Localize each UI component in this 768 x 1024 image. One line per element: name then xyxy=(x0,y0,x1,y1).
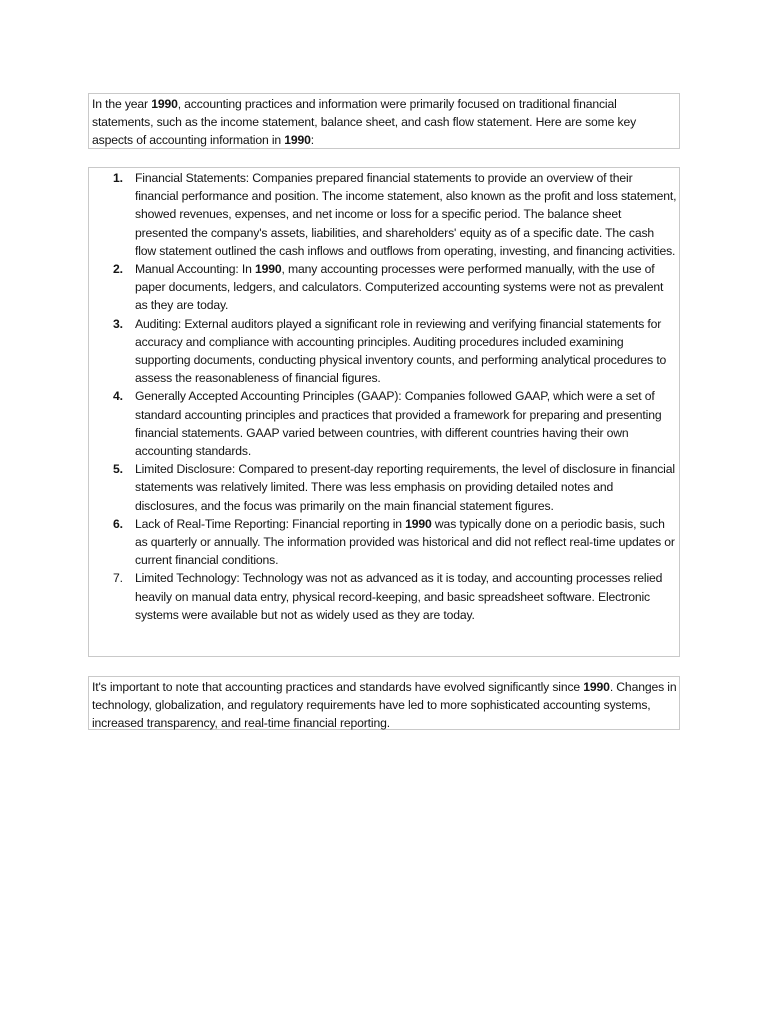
list-item-gaap xyxy=(89,387,677,460)
key-aspects-list-box xyxy=(88,167,680,657)
conclusion-text-start: It's important to note that accounting practices and standards have evolved significantly since xyxy=(92,680,584,694)
list-item-number: 7. xyxy=(113,571,123,586)
intro-paragraph xyxy=(89,94,679,151)
list-item-text: Auditing: External auditors played a significant role in reviewing and verifying financial statements for accuracy and compliance with accounting principles. Auditing procedures included examining supporting documents, conducting physical inventory counts, and performing analytical procedures to assess the reasonableness of financial figures. xyxy=(135,316,667,386)
list-item-number: 5. xyxy=(113,462,123,477)
list-item-real-time-reporting xyxy=(89,515,677,570)
list-item-financial-statements xyxy=(89,169,677,260)
list-item-limited-disclosure xyxy=(89,460,677,515)
conclusion-year: 1990 xyxy=(583,680,610,694)
intro-year: 1990 xyxy=(151,97,178,111)
conclusion-paragraph-box xyxy=(88,676,680,730)
list-item-text: Limited Technology: Technology was not as advanced as it is today, and accounting processes relied heavily on manual data entry, physical record-keeping, and basic spreadsheet software. Electronic systems were available but not as widely used as they are today. xyxy=(135,571,663,622)
conclusion-paragraph xyxy=(89,677,679,734)
intro-text-start: In the year xyxy=(92,97,152,111)
list-item-year: 1990 xyxy=(405,516,432,531)
conclusion-text-end: . Changes in technology, globalization, and regulatory requirements have led to more sophisticated accounting systems, increased transparency, and real-time financial reporting. xyxy=(92,680,677,731)
list-item-text: Generally Accepted Accounting Principles (GAAP): Companies followed GAAP, which were a set of standard accounting principles and practices that provided a framework for preparing and presenting financial statements. GAAP varied between countries, with different countries having their own accounting standards. xyxy=(135,389,662,459)
list-item-text: Financial Statements: Companies prepared financial statements to provide an overview of their financial performance and position. The income statement, also known as the profit and loss statement, showed revenues, expenses, and net income or loss for a specific period. The balance sheet presented the company's assets, liabilities, and shareholders' equity as of a specific date. The cash flow statement outlined the cash inflows and outflows from operating, investing, and financing activities. xyxy=(135,171,677,258)
intro-year-2: 1990 xyxy=(284,133,311,148)
list-item-auditing xyxy=(89,315,677,388)
list-item-text: Limited Disclosure: Compared to present-day reporting requirements, the level of disclosure in financial statements was relatively limited. There was less emphasis on providing detailed notes and disclosures, and the focus was primarily on the main financial statement figures. xyxy=(135,462,675,513)
list-item-number: 2. xyxy=(113,262,123,277)
key-aspects-list xyxy=(89,168,679,624)
list-item-number: 4. xyxy=(113,389,123,404)
list-item-text-start: Manual Accounting: In xyxy=(135,262,256,277)
intro-text-end: : xyxy=(310,133,315,148)
list-item-number: 3. xyxy=(113,316,123,331)
list-item-number: 1. xyxy=(113,171,123,185)
list-item-number: 6. xyxy=(113,516,123,531)
intro-text-middle: , accounting practices and information were primarily focused on traditional financial statements, such as the income statement, balance sheet, and cash flow statement. Here are some key aspects of accounting information in xyxy=(92,97,637,148)
list-item-year: 1990 xyxy=(255,262,282,277)
list-item-text-start: Lack of Real-Time Reporting: Financial reporting in xyxy=(135,516,406,531)
list-item-text-end: , many accounting processes were performed manually, with the use of paper documents, ledgers, and calculators. Computerized accounting systems were not as prevalent as they are today. xyxy=(135,262,664,313)
list-item-text-end: was typically done on a periodic basis, such as quarterly or annually. The information provided was historical and did not reflect real-time updates or current financial conditions. xyxy=(135,516,675,568)
list-item-manual-accounting xyxy=(89,260,677,315)
intro-paragraph-box xyxy=(88,93,680,149)
list-item-limited-technology xyxy=(89,569,677,624)
